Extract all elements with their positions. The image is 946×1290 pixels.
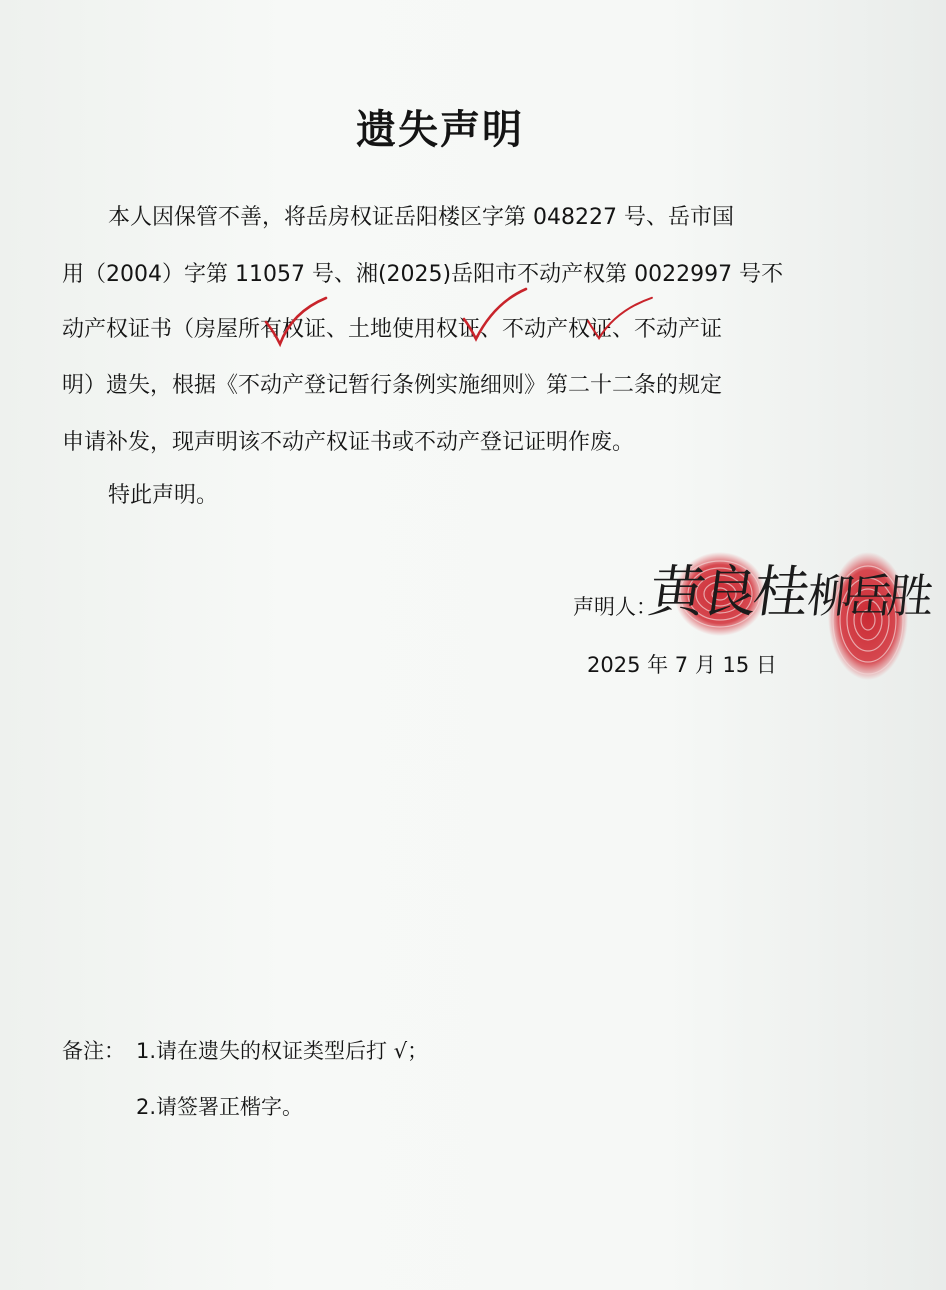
signature-handwritten: 黄良桂 [644,560,810,625]
body-line-3: 动产权证书（房屋所有权证、土地使用权证、不动产权证、不动产证 [62,317,723,342]
check-mark-icon [460,285,530,345]
page-title: 遗失声明 [356,107,524,153]
declarant-label: 声明人： [573,595,657,619]
signature-handwritten-2: 柳岳胜 [804,569,931,623]
check-mark-icon [262,292,332,352]
closing-text: 特此声明。 [108,483,219,508]
body-line-2: 用（2004）字第 11057 号、湘(2025)岳阳市不动产权第 0022997 号不 [62,262,784,287]
note-item-1: 1.请在遗失的权证类型后打 √； [136,1039,429,1063]
body-line-4: 明）遗失，根据《不动产登记暂行条例实施细则》第二十二条的规定 [62,373,723,398]
body-line-5: 申请补发，现声明该不动产权证书或不动产登记证明作废。 [62,430,635,455]
check-mark-icon [585,288,655,348]
notes-label: 备注： [62,1039,125,1063]
note-item-2: 2.请签署正楷字。 [136,1095,304,1119]
body-line-1: 本人因保管不善，将岳房权证岳阳楼区字第 048227 号、岳市国 [108,205,734,230]
declaration-date: 2025 年 7 月 15 日 [587,653,777,677]
